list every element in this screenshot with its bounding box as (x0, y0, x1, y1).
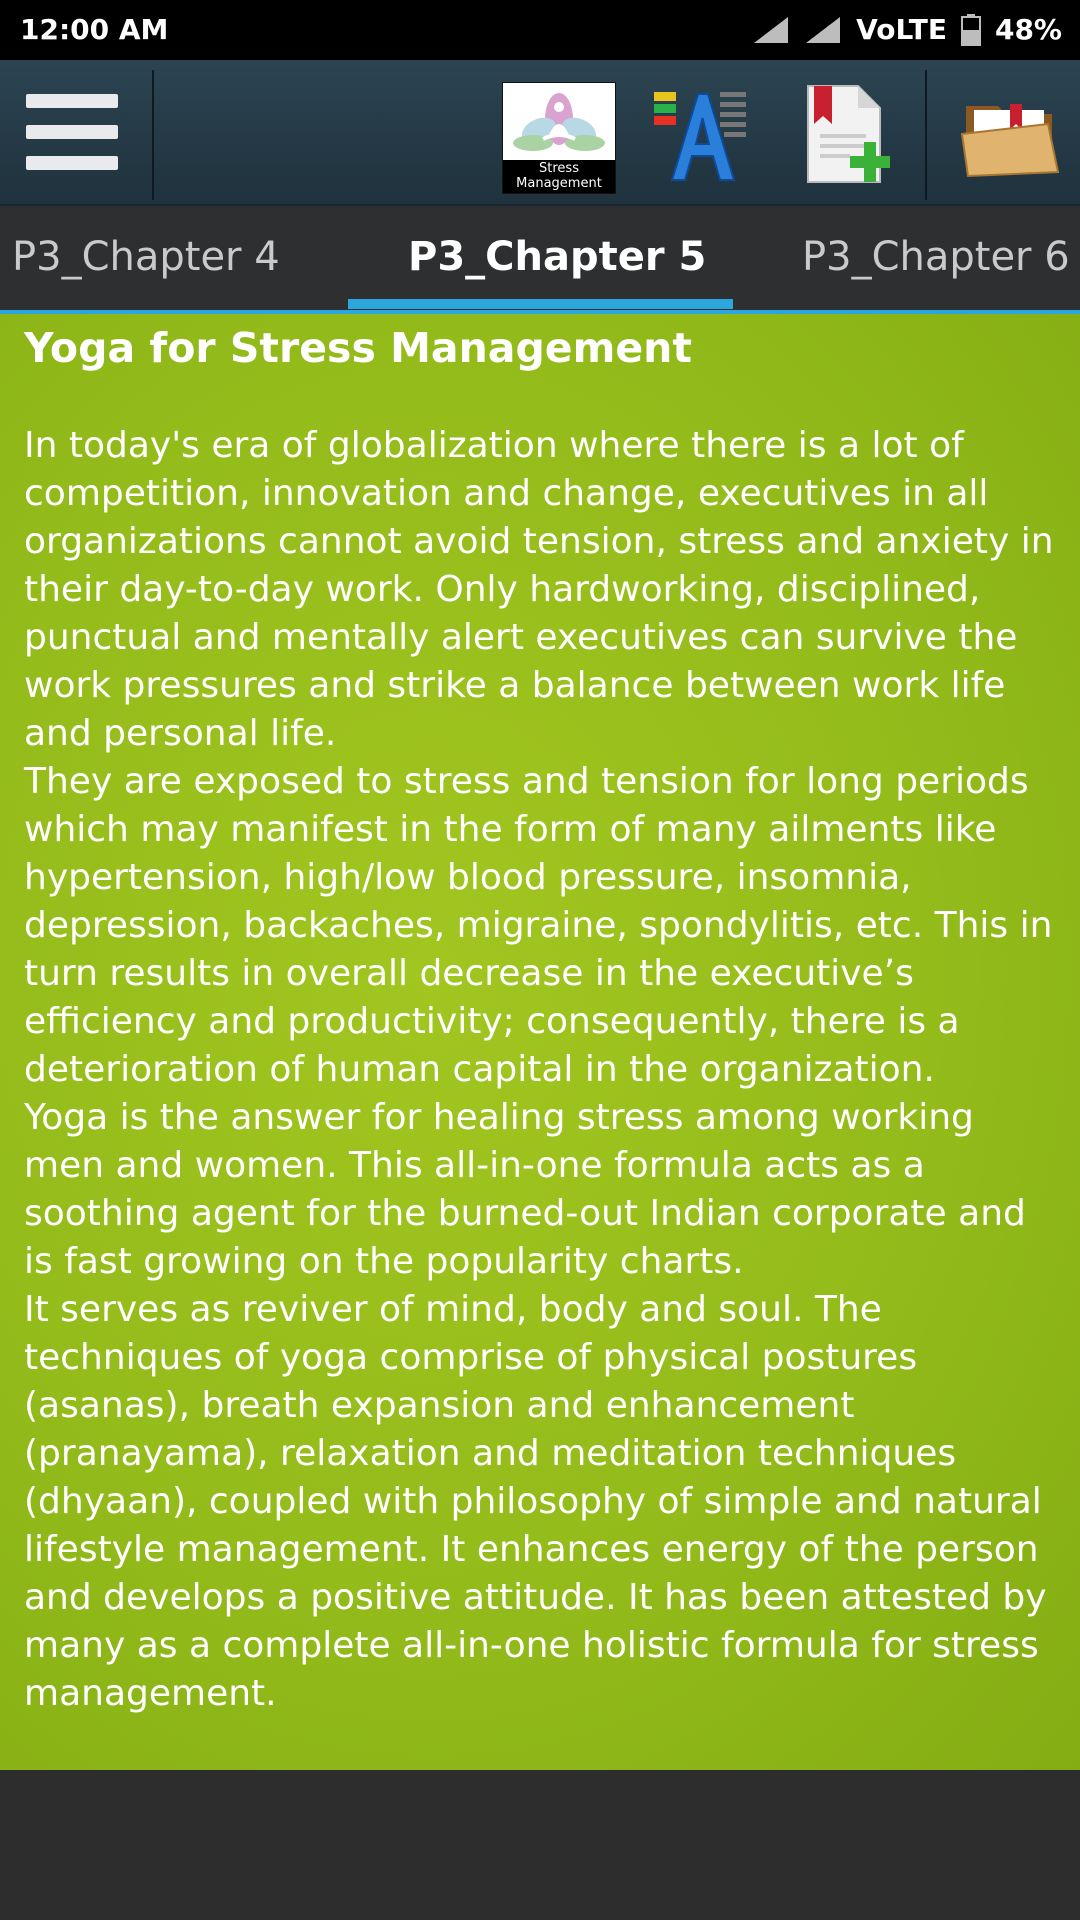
article-body (24, 422, 1064, 1718)
article-paragraph: In today's era of globalization where there is a lot of competition, innovation and change, executives in all organizations cannot avoid tension, stress and anxiety in their day-to-day work. Only hardworking, disciplined, punctual and mentally alert executives can survive the work pressures and strike a balance between work life and personal life. (24, 425, 1054, 754)
tab-p3-chapter-6[interactable]: P3_Chapter 6 (802, 234, 1070, 280)
signal-icon (752, 15, 790, 45)
tab-p3-chapter-4[interactable]: P3_Chapter 4 (12, 234, 280, 280)
toolbar (0, 60, 1080, 206)
chapter-tabs (0, 206, 1080, 312)
active-tab-indicator (348, 299, 733, 309)
article-paragraph: It serves as reviver of mind, body and soul. The techniques of yoga comprise of physical postures (asanas), breath expansion and enhancement (pranayama), relaxation and meditation techniques (dhyaan), coupled with philosophy of simple and natural lifestyle management. It enhances energy of the person and develops a positive attitude. It has been attested by many as a complete all-in-one holistic formula for stress management. (24, 1289, 1047, 1714)
signal-icon (804, 15, 842, 45)
menu-icon[interactable] (26, 94, 118, 174)
article-paragraph: Yoga is the answer for healing stress among working men and women. This all-in-one formula acts as a soothing agent for the burned-out Indian corporate and is fast growing on the popularity charts. (24, 1097, 1026, 1282)
logo-caption-line1: Stress (539, 161, 579, 176)
add-bookmark-icon[interactable] (800, 84, 896, 188)
battery-percent: 48% (994, 13, 1062, 46)
status-time: 12:00 AM (20, 13, 169, 46)
logo-caption (503, 160, 615, 193)
network-type: VoLTE (856, 13, 947, 46)
article-content[interactable] (0, 314, 1080, 1770)
font-size-icon[interactable] (650, 84, 754, 184)
logo-caption-line2: Management (516, 176, 602, 191)
status-bar (0, 0, 1080, 60)
tab-p3-chapter-5[interactable]: P3_Chapter 5 (408, 234, 707, 280)
battery-icon (961, 14, 981, 46)
lotus-meditation-icon (503, 83, 615, 161)
article-title: Yoga for Stress Management (24, 324, 692, 372)
toolbar-divider (152, 70, 154, 200)
article-paragraph: They are exposed to stress and tension for long periods which may manifest in the form of many ailments like hypertension, high/low blood pressure, insomnia, depression, backaches, migraine, spondylitis, etc. This in turn results in overall decrease in the executive’s efficiency and productivity; consequently, there is a deterioration of human capital in the organization. (24, 761, 1053, 1090)
bookmarks-folder-icon[interactable] (960, 84, 1060, 184)
status-indicators (752, 13, 1062, 46)
yoga-logo-icon[interactable] (502, 82, 616, 194)
toolbar-divider (925, 70, 927, 200)
